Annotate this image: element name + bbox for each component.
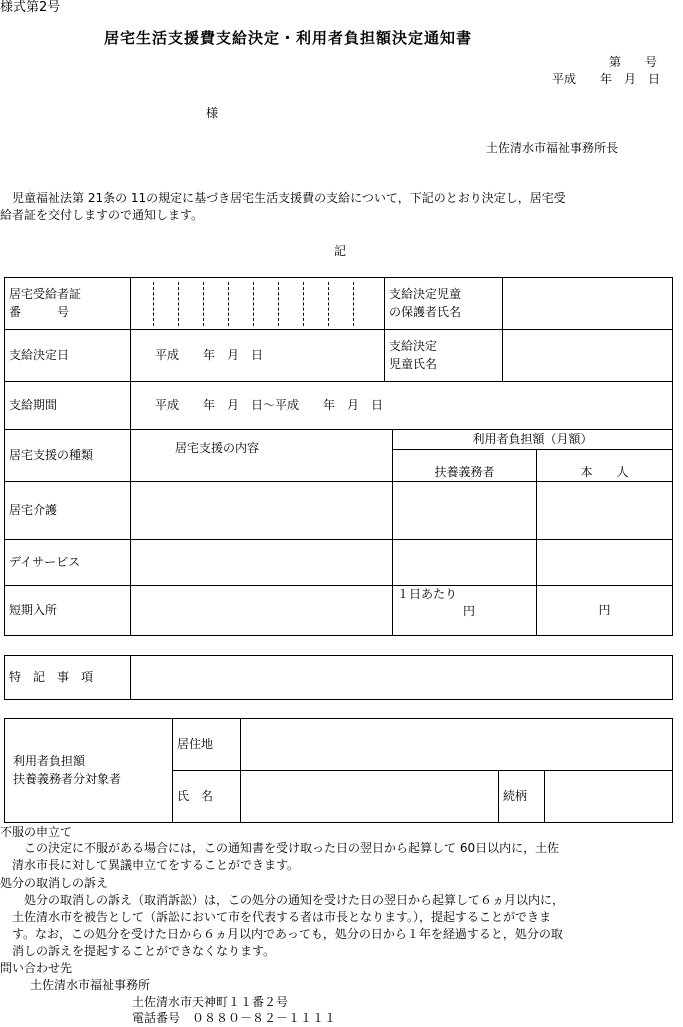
notes-table	[4, 655, 673, 700]
self-header: 本 人	[537, 450, 673, 482]
relation-label: 続柄	[499, 771, 545, 823]
per-day-label: １日あたり	[397, 587, 458, 601]
decision-date-label: 支給決定日	[5, 330, 131, 382]
service-content-header: 居宅支援の内容	[131, 430, 393, 482]
day-service-supporter	[393, 540, 537, 586]
contact-address: 土佐清水市天神町１１番２号	[132, 995, 289, 1009]
yen-self: 円	[537, 586, 673, 636]
short-stay-supporter	[393, 586, 537, 636]
home-care-supporter	[393, 482, 537, 540]
guardian-name-field	[503, 278, 673, 330]
home-care-self	[537, 482, 673, 540]
period-label: 支給期間	[5, 382, 131, 430]
address-label: 居住地	[173, 719, 241, 771]
objection-line-1: この決定に不服がある場合には，この通知書を受け取った日の翌日から起算して 60日以内に，土佐	[0, 841, 560, 855]
objection-line-2: 清水市長に対して異議申立てをすることができます。	[0, 858, 300, 872]
short-stay-content	[131, 586, 393, 636]
contact-phone: 電話番号 ０８８０－８２－１１１１	[132, 1011, 337, 1025]
intro-line-1: 児童福祉法第 21条の 11の規定に基づき居宅生活支援費の支給について，下記のとおり決定し，居宅受	[12, 191, 566, 205]
date-label: 平成 年 月 日	[552, 72, 661, 86]
child-name-field	[503, 330, 673, 382]
addressee-sama: 様	[206, 106, 219, 120]
day-service-content	[131, 540, 393, 586]
supporter-header: 扶養義務者	[393, 450, 537, 482]
revoke-line-3: す。なお，この処分を受けた日から６ヵ月以内であっても，処分の日から１年を経過すると，処分の取	[0, 927, 563, 941]
contact-office: 土佐清水市福祉事務所	[30, 978, 151, 992]
recipient-no-boxes	[131, 278, 385, 330]
recipient-no-label: 居宅受給者証 番 号	[5, 278, 131, 330]
document-title: 居宅生活支援費支給決定・利用者負担額決定通知書	[104, 29, 473, 47]
decision-date-value: 平成 年 月 日	[131, 330, 385, 382]
name-field	[241, 771, 499, 823]
burden-subject-table	[4, 718, 673, 823]
intro-line-2: 給者証を交付しますので通知します。	[0, 208, 204, 222]
form-number: 様式第2号	[0, 0, 61, 15]
period-value: 平成 年 月 日～平成 年 月 日	[131, 382, 673, 430]
burden-header: 利用者負担額（月額）	[393, 430, 673, 450]
home-care-content	[131, 482, 393, 540]
revoke-line-2: 土佐清水市を被告として（訴訟において市を代表する者は市長となります。），提起することができま	[0, 910, 552, 924]
service-type-header: 居宅支援の種類	[5, 430, 131, 482]
number-label: 第 号	[609, 55, 658, 69]
revoke-line-1: 処分の取消しの訴え（取消訴訟）は，この処分の通知を受けた日の翌日から起算して６ヵ月以内に，	[0, 893, 565, 907]
revoke-line-4: 消しの訴えを提起することができなくなります。	[0, 944, 276, 958]
row-home-care: 居宅介護	[5, 482, 131, 540]
issuer-name: 土佐清水市福祉事務所長	[486, 141, 619, 155]
objection-title: 不服の申立て	[0, 825, 73, 839]
name-label: 氏 名	[173, 771, 241, 823]
ki-label: 記	[334, 244, 347, 258]
contact-title: 問い合わせ先	[0, 961, 73, 975]
notes-field	[131, 656, 673, 700]
row-day-service: デイサービス	[5, 540, 131, 586]
decision-table	[4, 277, 673, 636]
burden-subject-label: 利用者負担額 扶養義務者分対象者	[5, 719, 173, 823]
child-name-label: 支給決定 児童氏名	[385, 330, 503, 382]
day-service-self	[537, 540, 673, 586]
guardian-label: 支給決定児童 の保護者氏名	[385, 278, 503, 330]
relation-field	[545, 771, 673, 823]
row-short-stay: 短期入所	[5, 586, 131, 636]
revoke-title: 処分の取消しの訴え	[0, 876, 109, 890]
yen-supporter: 円	[463, 604, 476, 619]
address-field	[241, 719, 673, 771]
notes-label: 特 記 事 項	[5, 656, 131, 700]
